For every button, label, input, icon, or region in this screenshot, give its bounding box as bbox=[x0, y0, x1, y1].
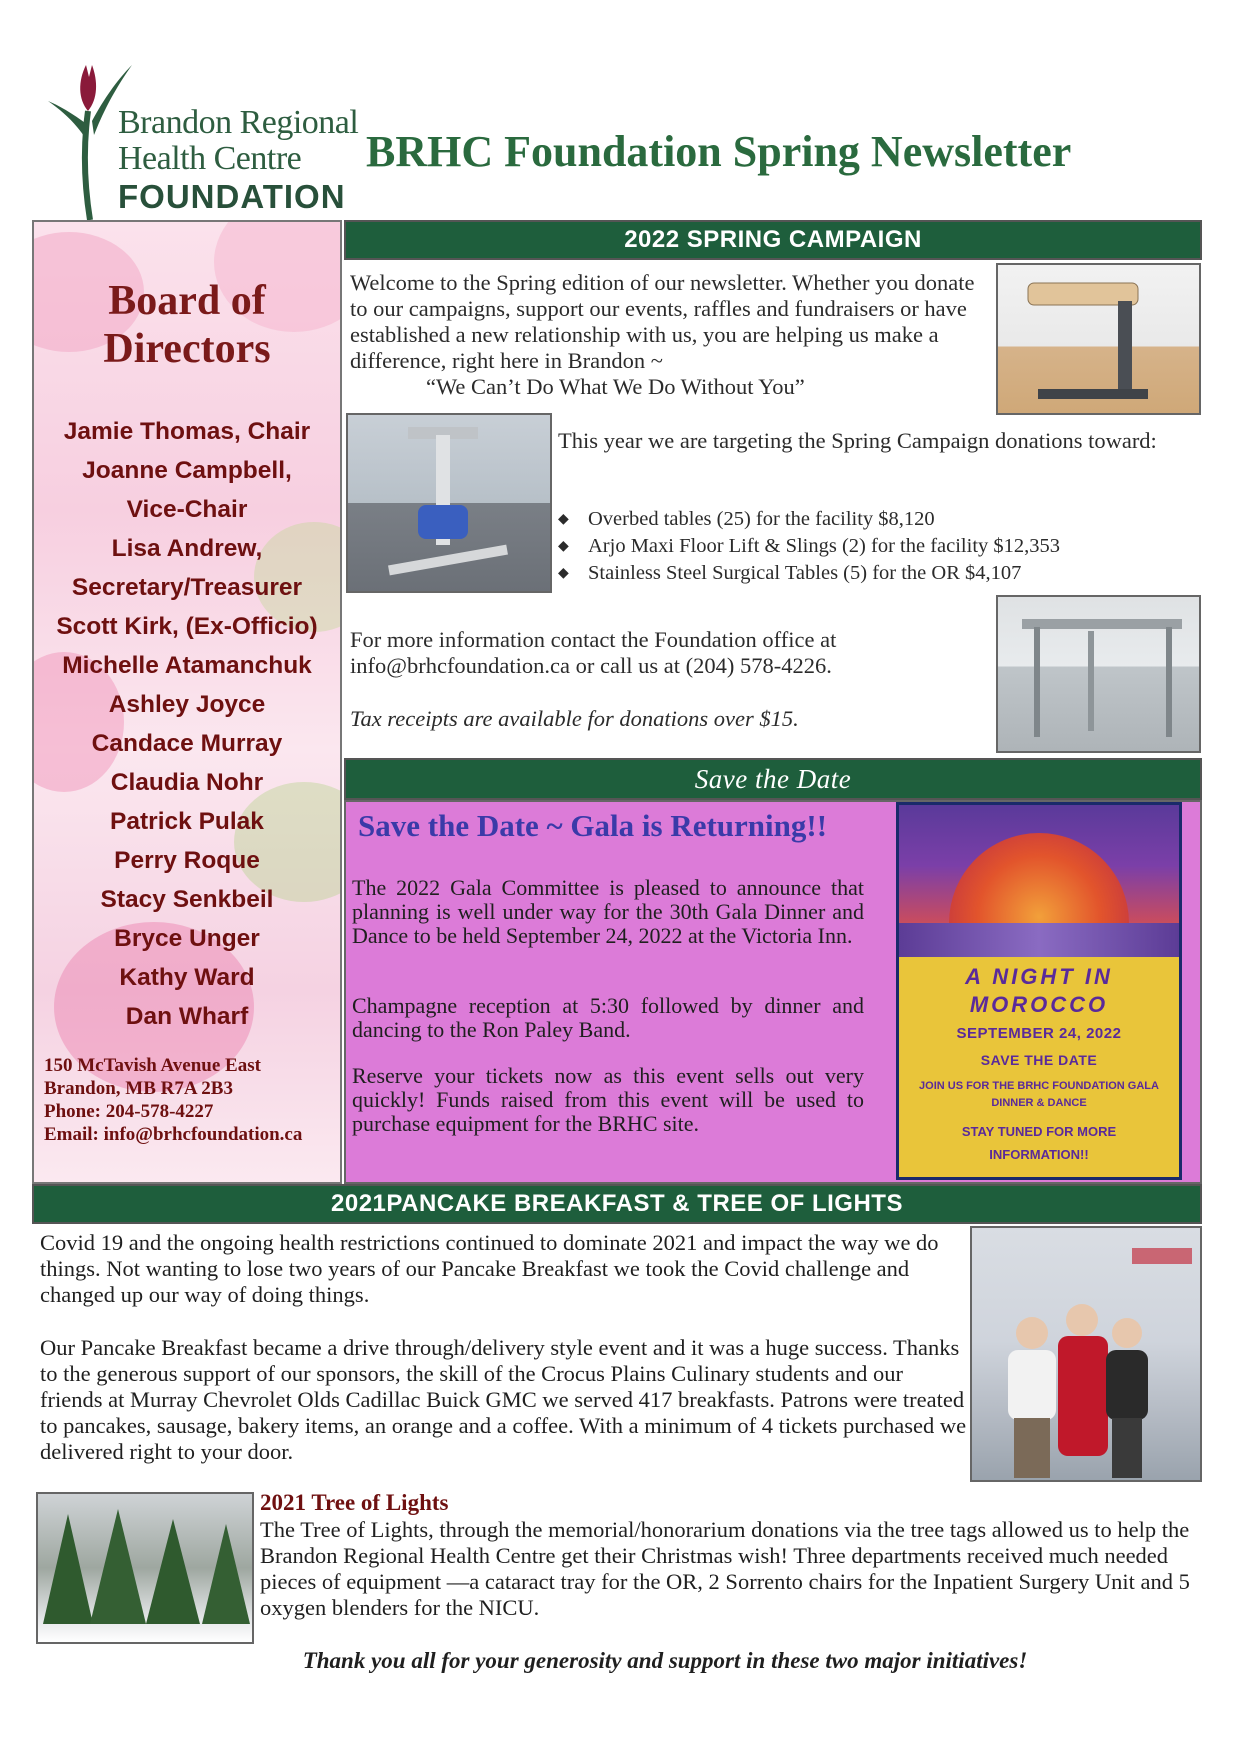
spring-campaign-heading: 2022 SPRING CAMPAIGN bbox=[344, 220, 1202, 260]
address-email[interactable]: Email: info@brhcfoundation.ca bbox=[44, 1124, 303, 1145]
tree-of-lights-photo bbox=[36, 1492, 254, 1644]
logo-line-1: Brandon Regional bbox=[118, 104, 359, 141]
gala-paragraph-3: Reserve your tickets now as this event sells out very quickly! Funds raised from this event will be used to purchase equipment for the BRHC site. bbox=[352, 1063, 864, 1136]
list-item-text: Overbed tables (25) for the facility $8,120 bbox=[588, 508, 935, 530]
board-member: Ashley Joyce bbox=[108, 691, 266, 718]
tree-of-lights-text: The Tree of Lights, through the memorial/honorarium donations via the tree tags allowed us to help the Brandon Regional Health Centre get their Christmas wish! Three departments received much needed pieces of equipment —a cataract tray for the OR, 2 Sorrento chairs for the Inpatient Surgery Unit and 5 oxygen blenders for the NICU. bbox=[260, 1517, 1190, 1620]
gala-paragraph-2: Champagne reception at 5:30 followed by dinner and dancing to the Ron Paley Band. bbox=[352, 993, 864, 1042]
address-phone: Phone: 204-578-4227 bbox=[44, 1101, 214, 1122]
pancake-volunteers-photo bbox=[970, 1226, 1202, 1482]
welcome-quote: “We Can’t Do What We Do Without You” bbox=[426, 374, 805, 399]
board-members-list bbox=[34, 412, 340, 1036]
floor-lift-photo bbox=[346, 413, 552, 593]
board-member: Jamie Thomas, Chair bbox=[63, 418, 311, 445]
board-member: Claudia Nohr bbox=[110, 769, 264, 796]
campaign-target-text: This year we are targeting the Spring Campaign donations toward: bbox=[558, 428, 1157, 453]
campaign-items-list bbox=[558, 506, 1198, 587]
address-street: 150 McTavish Avenue East bbox=[44, 1055, 261, 1076]
tax-receipt-note: Tax receipts are available for donations over $15. bbox=[350, 706, 799, 731]
board-sidebar bbox=[32, 220, 342, 1184]
poster-join bbox=[899, 1078, 1179, 1112]
list-item-text: Stainless Steel Surgical Tables (5) for the OR $4,107 bbox=[588, 562, 1022, 584]
welcome-text bbox=[350, 270, 990, 400]
poster-save: SAVE THE DATE bbox=[980, 1052, 1098, 1068]
thank-you-note: Thank you all for your generosity and support in these two major initiatives! bbox=[302, 1648, 1028, 1673]
gala-title: Save the Date ~ Gala is Returning!! bbox=[358, 808, 828, 843]
save-the-date-heading: Save the Date bbox=[344, 758, 1202, 800]
poster-date: SEPTEMBER 24, 2022 bbox=[956, 1025, 1122, 1042]
pancake-paragraph-1: Covid 19 and the ongoing health restrictions continued to dominate 2021 and impact the way we do things. Not wanting to lose two years of our Pancake Breakfast we took the Covid challenge and changed up our way of doing things. bbox=[40, 1230, 939, 1307]
board-member: Perry Roque bbox=[114, 847, 260, 874]
poster-line-2: MOROCCO bbox=[969, 992, 1109, 1017]
board-member: Candace Murray bbox=[91, 730, 283, 757]
poster-stay-tuned bbox=[899, 1120, 1179, 1166]
poster-stay-line-1: STAY TUNED FOR MORE bbox=[961, 1124, 1117, 1139]
list-item bbox=[558, 533, 1198, 560]
bullet-diamond-icon: ◆ bbox=[558, 566, 569, 581]
bullet-diamond-icon: ◆ bbox=[558, 512, 569, 527]
logo-line-3: FOUNDATION bbox=[118, 178, 346, 215]
board-member: Kathy Ward bbox=[119, 964, 255, 991]
contact-info-text: For more information contact the Foundation office at info@brhcfoundation.ca or call us at (204) 578-4226. bbox=[350, 627, 837, 678]
list-item-text: Arjo Maxi Floor Lift & Slings (2) for the facility $12,353 bbox=[588, 535, 1061, 557]
foundation-logo bbox=[118, 106, 358, 213]
poster-join-line-2: DINNER & DANCE bbox=[991, 1097, 1087, 1109]
list-item bbox=[558, 560, 1198, 587]
pancake-paragraph-2: Our Pancake Breakfast became a drive through/delivery style event and it was a huge success. Thanks to the generous support of our sponsors, the skill of the Crocus Plains Culinary students and our friends at Murray Chevrolet Olds Cadillac Buick GMC we served 417 breakfasts. Patrons were treated to pancakes, sausage, bakery items, an orange and a coffee. With a minimum of 4 tickets purchased we delivered right to your door. bbox=[40, 1335, 967, 1464]
foundation-address bbox=[44, 1054, 302, 1146]
board-member: Secretary/Treasurer bbox=[71, 574, 303, 601]
bullet-diamond-icon: ◆ bbox=[558, 539, 569, 554]
board-title bbox=[34, 277, 340, 373]
poster-join-line-1: JOIN US FOR THE BRHC FOUNDATION GALA bbox=[919, 1080, 1159, 1092]
poster-stay-line-2: INFORMATION!! bbox=[989, 1147, 1089, 1162]
gala-paragraph-1: The 2022 Gala Committee is pleased to announce that planning is well under way for the 30th Gala Dinner and Dance to be held September 24, 2022 at the Victoria Inn. bbox=[352, 875, 864, 948]
board-member: Scott Kirk, (Ex-Officio) bbox=[56, 613, 318, 640]
board-member: Patrick Pulak bbox=[110, 808, 264, 835]
board-member: Vice-Chair bbox=[126, 496, 248, 523]
welcome-paragraph: Welcome to the Spring edition of our newsletter. Whether you donate to our campaigns, support our events, raffles and fundraisers or have established a new relationship with us, you are helping us make a difference, right here in Brandon ~ bbox=[350, 270, 975, 373]
overbed-table-photo bbox=[996, 263, 1201, 415]
tree-of-lights-title: 2021 Tree of Lights bbox=[260, 1490, 449, 1515]
poster-line-1: A NIGHT IN bbox=[965, 964, 1113, 989]
list-item bbox=[558, 506, 1198, 533]
board-title-line-2: Directors bbox=[103, 326, 271, 372]
board-member: Lisa Andrew, bbox=[111, 535, 263, 562]
board-member: Michelle Atamanchuk bbox=[62, 652, 312, 679]
board-member: Joanne Campbell, bbox=[82, 457, 292, 484]
logo-line-2: Health Centre bbox=[118, 140, 302, 177]
board-member: Dan Wharf bbox=[125, 1003, 249, 1030]
board-title-line-1: Board of bbox=[108, 278, 266, 324]
newsletter-title: BRHC Foundation Spring Newsletter bbox=[366, 127, 1072, 176]
pancake-breakfast-heading: 2021PANCAKE BREAKFAST & TREE OF LIGHTS bbox=[32, 1184, 1202, 1224]
surgical-table-photo bbox=[996, 595, 1201, 753]
address-city: Brandon, MB R7A 2B3 bbox=[44, 1078, 233, 1099]
board-member: Bryce Unger bbox=[114, 925, 260, 952]
morocco-gala-poster bbox=[896, 802, 1182, 1180]
board-member: Stacy Senkbeil bbox=[100, 886, 274, 913]
poster-text bbox=[899, 957, 1179, 1180]
poster-artwork bbox=[899, 805, 1179, 957]
